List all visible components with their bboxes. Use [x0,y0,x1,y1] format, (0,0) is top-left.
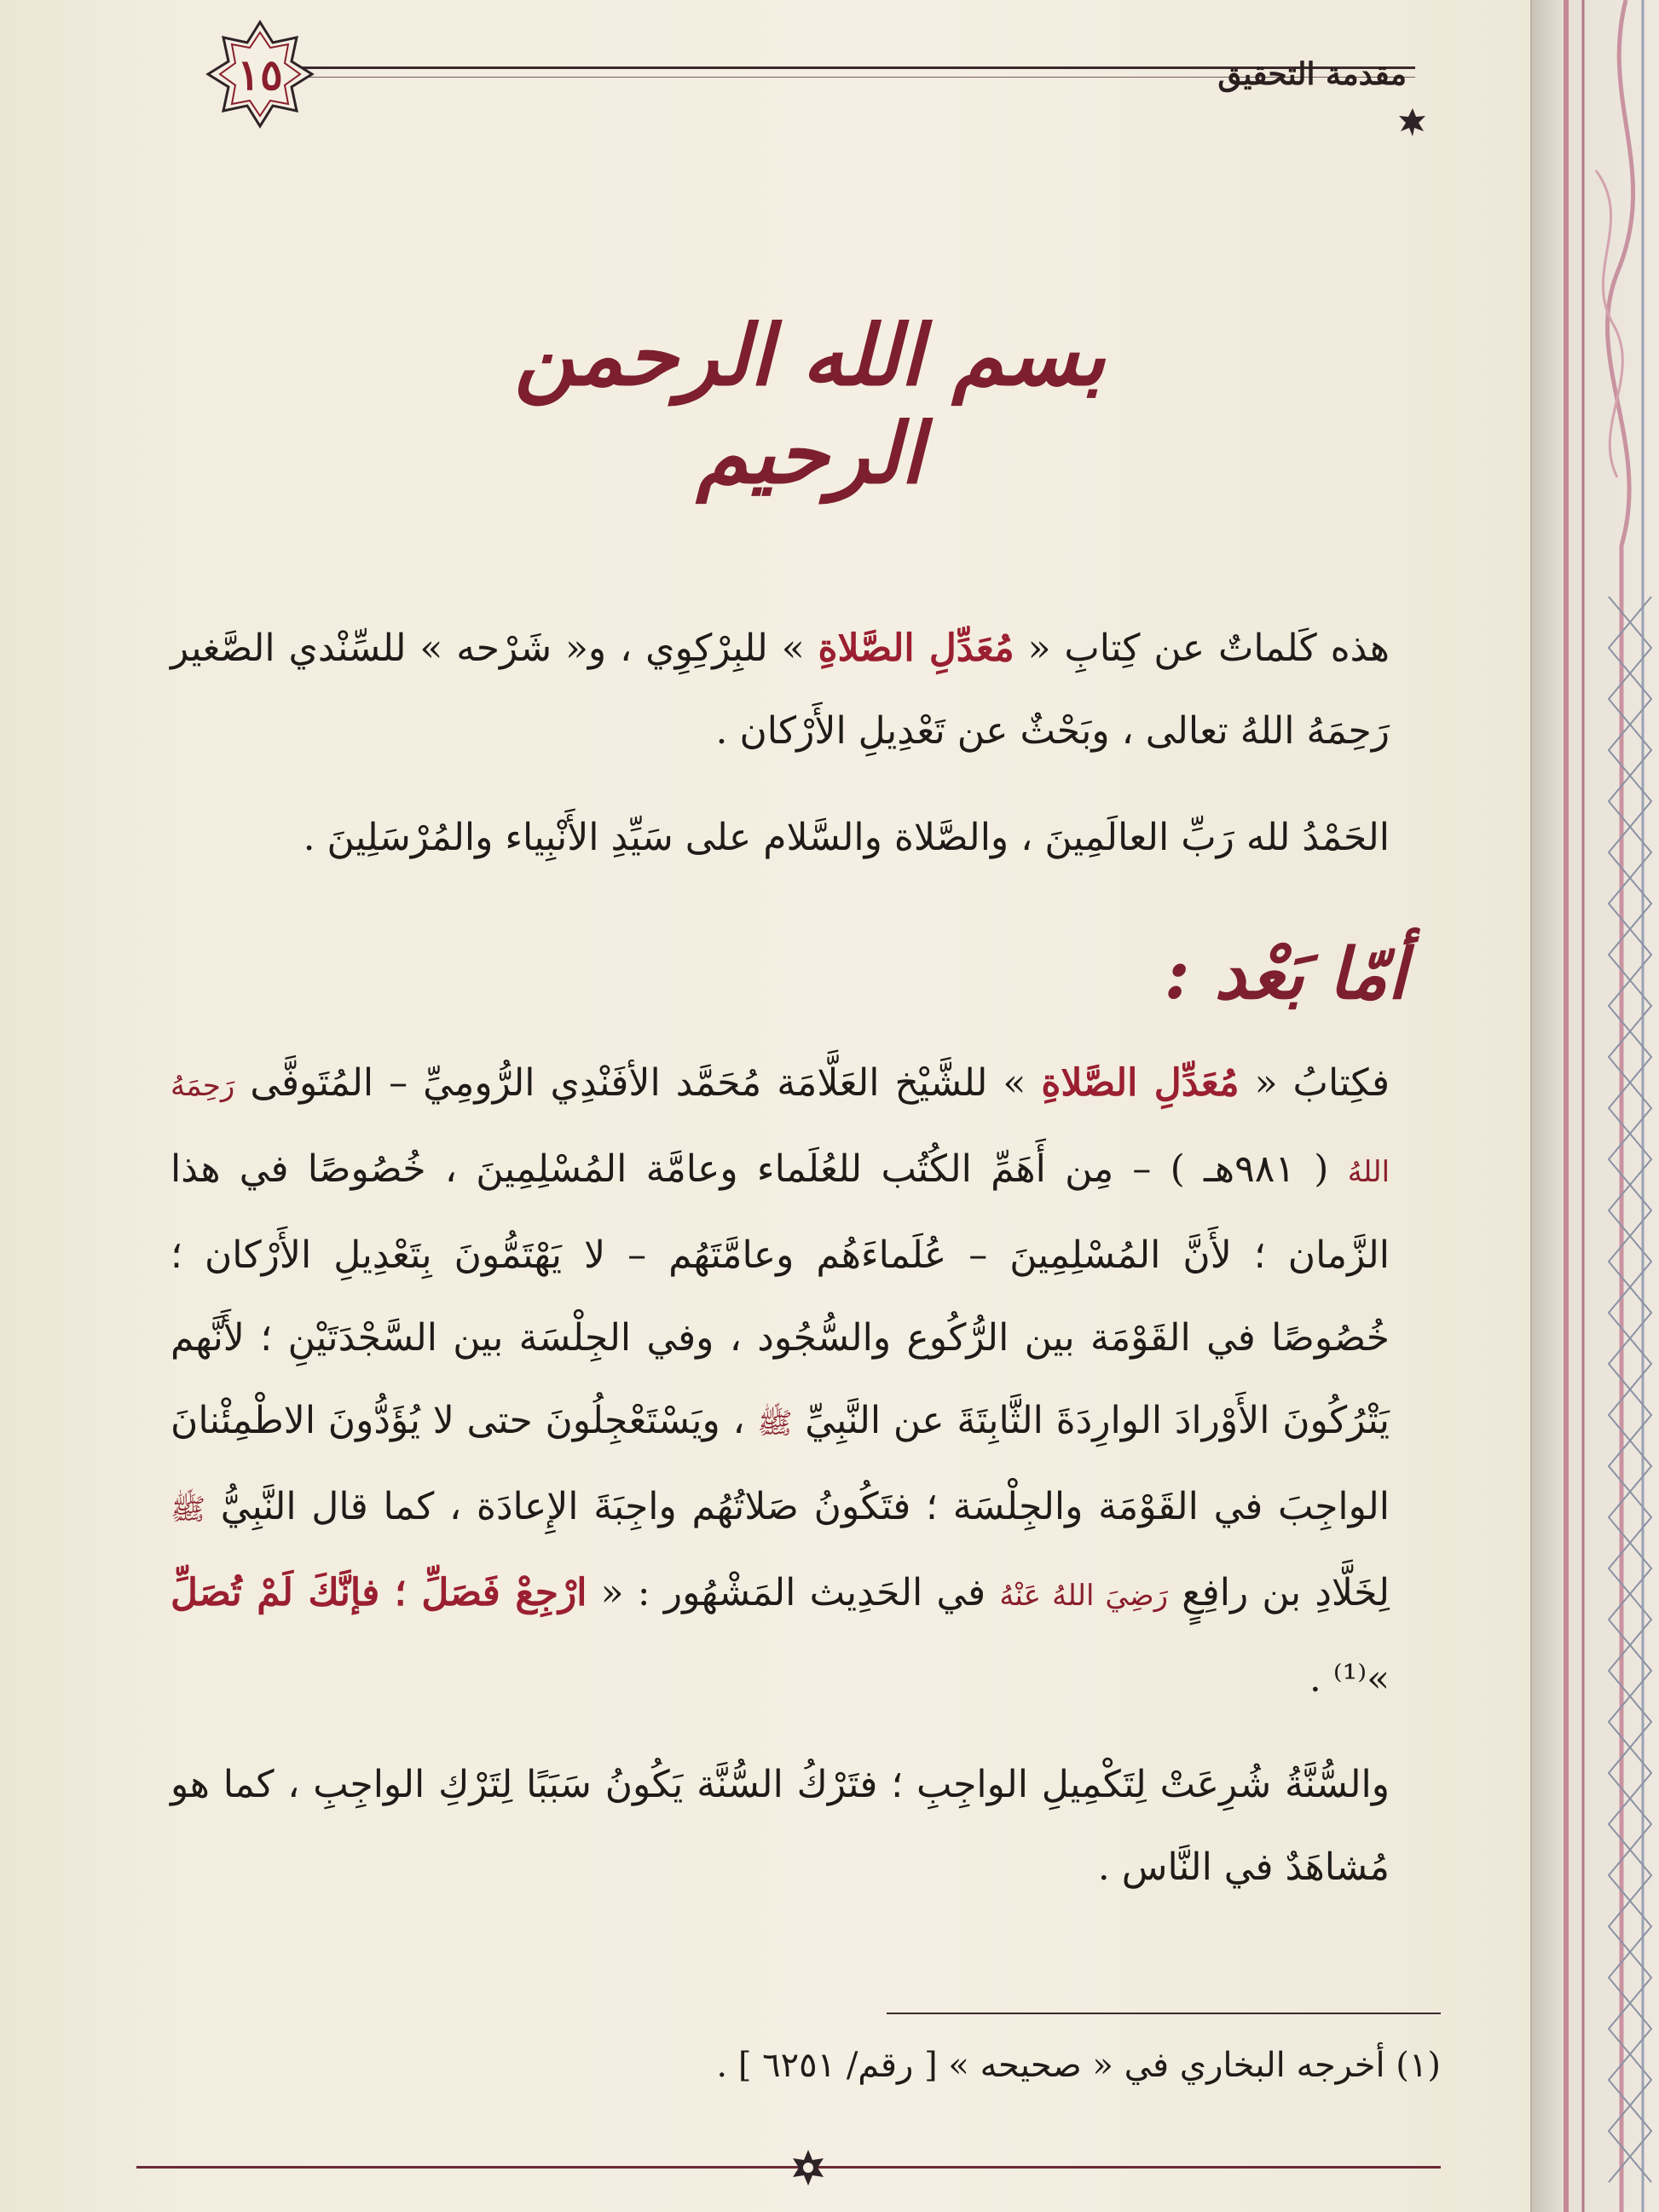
basmala-heading: بسم الله الرحمن الرحيم [514,307,1106,503]
page-number: ١٥ [237,49,283,100]
book-title-mention: مُعَدِّلِ الصَّلاةِ [1041,1061,1240,1105]
bottom-ornament-icon [789,2148,828,2187]
facing-page-edge [1530,0,1659,2212]
hadith-quote: ارْجِعْ فَصَلِّ ؛ فإنَّكَ لَمْ تُصَلِّ [171,1571,587,1614]
footnote-1: (١) أخرجه البخاري في « صحيحه » [ رقم/ ٦٢٥١ ] . [716,2046,1441,2085]
honorific-radiyallahu: رَضِيَ اللهُ عَنْهُ [999,1579,1169,1613]
main-paragraph [171,1042,1390,1720]
main-text-part7: »⁽¹⁾ . [1309,1657,1390,1701]
book-title-mention: مُعَدِّلِ الصَّلاةِ [818,627,1014,670]
main-text-part2: » للشَّيْخ العَلَّامَة مُحَمَّد الأفَنْدِي الرُّومِيِّ – المُتَوفَّى [234,1061,1042,1105]
intro-text-part2: » للبِرْكِوِي ، و« شَرْحه » للسِّنْدي الصَّغير رَحِمَهُ اللهُ تعالى ، وبَحْثٌ عن تَعْدِيلِ الأَرْكان . [171,627,1390,753]
amma-bad-heading: أمّا بَعْد : [1164,933,1407,1015]
honorific-rahimahullah: رَحِمَهُ اللهُ [171,1069,1390,1189]
footnote-separator [887,2013,1441,2014]
intro-text-part1: هذه كَلماتٌ عن كِتابِ « [1014,627,1390,670]
intro-paragraph [171,607,1390,772]
main-text-part1: فكِتابُ « [1239,1061,1390,1105]
header-ornament-icon [1398,107,1427,136]
running-title: مقدمة التحقيق [1217,56,1407,92]
praise-paragraph: الحَمْدُ لله رَبِّ العالَمِينَ ، والصَّلاة والسَّلام على سَيِّدِ الأَنْبِياء والمُرْسَلِينَ . [303,816,1390,859]
main-text-part4: ، ويَسْتَعْجِلُونَ حتى لا يُؤَدُّونَ الاطْمِئْنانَ الواجِبَ في القَوْمَة والجِلْسَة ؛ فتَكُونُ صَلاتُهُم واجِبَةَ الإِعادَة ، كما قال النَّبِيُّ [171,1399,1390,1528]
main-text-part6: في الحَدِيث المَشْهُور : « [587,1571,1000,1614]
honorific-salawat: ﷺ [757,1406,793,1441]
main-text-part3: ( ٩٨١هـ ) – مِن أَهَمِّ الكُتُب للعُلَماء وعامَّة المُسْلِمِينَ ، خُصُوصًا في هذا الزَّمان ؛ لأَنَّ المُسْلِمِينَ – عُلَماءَهُم وعامَّتَهُم – لا يَهْتَمُّونَ بِتَعْدِيلِ الأَرْكان ؛ خُصُوصًا في القَوْمَة بين الرُّكُوع والسُّجُود ، وفي الجِلْسَة بين السَّجْدَتَيْنِ ؛ لأَنَّهم يَتْرُكُونَ الأَوْرادَ الوارِدَةَ الثَّابِتَةَ عن النَّبِيِّ [171,1147,1390,1442]
decorative-border-icon [1532,0,1659,2212]
sunnah-paragraph: والسُّنَّةُ شُرِعَتْ لِتَكْمِيلِ الواجِبِ ؛ فتَرْكُ السُّنَّة يَكُونُ سَبَبًا لِتَرْكِ الواجِبِ ، كما هو مُشاهَدٌ في النَّاس . [171,1763,1390,1889]
honorific-salawat: ﷺ [171,1493,206,1527]
main-text-part5: لِخَلَّادِ بن رافِعٍ [1168,1571,1390,1614]
